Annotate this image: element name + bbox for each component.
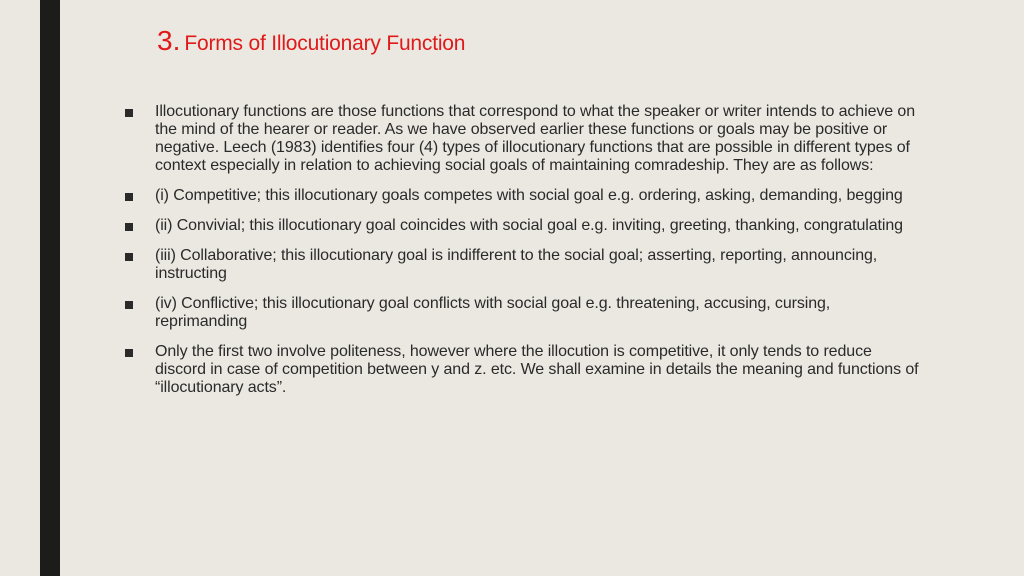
bullet-item-convivial: [120, 217, 920, 235]
bullet-item-conflictive: [120, 295, 920, 331]
square-bullet-icon: [125, 223, 133, 231]
bullet-item-collaborative: [120, 247, 920, 283]
title-number: 3.: [157, 25, 181, 56]
square-bullet-icon: [125, 301, 133, 309]
title-text: Forms of Illocutionary Function: [184, 32, 466, 55]
bullet-item-intro: [120, 103, 920, 175]
bullet-text: (iii) Collaborative; this illocutionary goal is indifferent to the social goal; asserting, reporting, announcing, instructing: [155, 247, 878, 282]
bullet-text: Illocutionary functions are those functions that correspond to what the speaker or writer intends to achieve on the mind of the hearer or reader. As we have observed earlier these functions or goals may be positive or negative. Leech (1983) identifies four (4) types of illocutionary functions that are possible in different types of context especially in relation to achieving social goals of maintaining comradeship. They are as follows:: [155, 103, 916, 174]
square-bullet-icon: [125, 109, 133, 117]
bullet-item-competitive: [120, 187, 920, 205]
slide-title: [157, 22, 465, 61]
bullet-text: (i) Competitive; this illocutionary goals competes with social goal e.g. ordering, asking, demanding, begging: [155, 187, 903, 204]
bullet-item-conclusion: [120, 343, 920, 397]
side-accent-bar: [40, 0, 60, 576]
bullet-text: (ii) Convivial; this illocutionary goal coincides with social goal e.g. inviting, greeting, thanking, congratulating: [155, 217, 903, 234]
bullet-list: [120, 103, 920, 409]
square-bullet-icon: [125, 193, 133, 201]
square-bullet-icon: [125, 253, 133, 261]
bullet-text: Only the first two involve politeness, however where the illocution is competitive, it only tends to reduce discord in case of competition between y and z. etc. We shall examine in details the meaning and functions of “illocutionary acts”.: [155, 343, 919, 396]
square-bullet-icon: [125, 349, 133, 357]
bullet-text: (iv) Conflictive; this illocutionary goal conflicts with social goal e.g. threatening, accusing, cursing, reprimanding: [155, 295, 831, 330]
